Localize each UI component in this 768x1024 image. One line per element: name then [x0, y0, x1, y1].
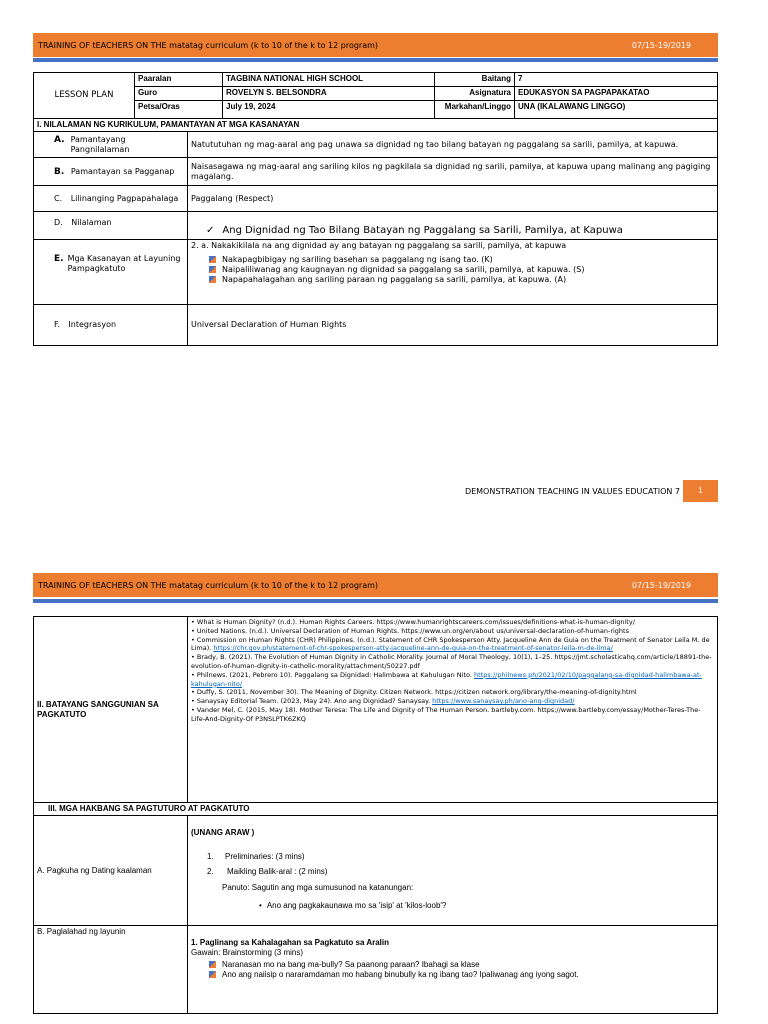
objectives-list: [191, 255, 714, 285]
footer-text: DEMONSTRATION TEACHING IN VALUES EDUCATION 7: [464, 487, 680, 496]
row-d-label-cell: [34, 212, 188, 240]
header-divider: [33, 58, 718, 62]
arrow-bullet-icon: [209, 256, 216, 263]
row-f-letter: F.: [54, 320, 60, 329]
day-heading: (UNANG ARAW ): [191, 828, 255, 837]
paaralan-label: Paaralan: [135, 73, 223, 87]
arrow-bullet-icon: [209, 276, 216, 283]
reference-item: • Philnews. (2021, Pebrero 10). Paggalang sa Dignidad: Halimbawa at Kahulugan Nito. https://philnews.ph/2021/02/10/paggalang-sa-dignidad-halimbawa-at-kahulugan-nito/: [191, 670, 702, 688]
petsa-value: July 19, 2024: [223, 101, 435, 119]
list-item: Naranasan mo na bang ma-bully? Sa paanong paraan? Ibahagi sa klase: [209, 960, 714, 970]
gawain-text: Gawain: Brainstorming (3 mins): [191, 948, 304, 957]
row-d-content: [188, 212, 718, 240]
list-item: 2. Maikling Balik-aral : (2 mins): [207, 867, 328, 876]
row-b-label: Pamantayan sa Pagganap: [70, 166, 175, 176]
reference-item: • What is Human Dignity? (n.d.). Human Rights Careers. https://www.humanrightscareers.com/issues/definitions-what-is-human-dignity/: [191, 618, 635, 626]
reference-item: • Duffy, S. (2011, November 30). The Meaning of Dignity. Citizen Network. https://citizen network.org/library/the-meaning-of-dignity.html: [191, 688, 637, 697]
step-b-label: B. Paglalahad ng layunin: [34, 926, 188, 1014]
row-c-letter: C.: [54, 193, 63, 203]
row-a-label: Pamantayang Pangnilalaman: [70, 134, 130, 154]
page-footer: [33, 480, 718, 502]
row-c-label-cell: [34, 186, 188, 212]
row-a-text: Natututuhan ng mag-aaral ang pag unawa sa dignidad ng tao bilang batayan ng paggalang sa sarili, pamilya, at kapuwa.: [188, 132, 718, 158]
row-e-label-cell: [34, 240, 188, 305]
arrow-bullet-icon: [209, 971, 216, 978]
reference-item: • Brady, B. (2021). The Evolution of Human Dignity in Catholic Morality. Journal of Moral Theology, 10(1), 1–25. https://jmt.scholasticahq.com/article/18891-the-evolution-of-human-dignity-in-catholic-morality/attachment/50227.pdf: [191, 653, 712, 670]
list-item: Naipaliliwanag ang kaugnayan ng dignidad sa paggalang sa sarili, pamilya, at kapuwa. (S): [209, 265, 714, 275]
header-date: 07/15-19/2019: [631, 41, 691, 50]
row-c-text: Paggalang (Respect): [188, 186, 718, 212]
row-e-intro: 2. a. Nakakikilala na ang dignidad ay ang batayan ng paggalang sa sarili, pamilya, at kapuwa: [191, 241, 567, 250]
question-item: • Ano ang pagkakaunawa mo sa 'isip' at 'kilos-loob'?: [259, 901, 447, 910]
section-3-heading: III. MGA HAKBANG SA PAGTUTURO AT PAGKATUTO: [34, 803, 718, 816]
baitang-label: Baitang: [435, 73, 515, 87]
guro-label: Guro: [135, 87, 223, 101]
page-header: [33, 33, 718, 57]
row-d-label: Nilalaman: [71, 218, 112, 227]
reference-item: • Commission on Human Rights (CHR) Philippines. (n.d.). Statement of CHR Spokesperson Atty. Jacqueline Ann de Guia on the Treatment of Senator Leila M. de Lima). https://chr.gov.ph/statement-of-chr-spokesperson-atty-jacqueline-ann-de-guia-on-the-treatment-of-senator-leila-m-de-lima/: [191, 635, 710, 653]
row-f-label-cell: [34, 305, 188, 346]
row-e-content: [188, 240, 718, 305]
row-a-letter: A.: [54, 134, 65, 145]
step-a-label: A. Pagkuha ng Dating kaalaman: [34, 816, 188, 926]
asignatura-value: EDUKASYON SA PAGPAPAKATAO: [515, 87, 718, 101]
row-b-letter: B.: [54, 166, 65, 177]
list-item: 1. Preliminaries: (3 mins): [207, 852, 305, 861]
reference-item: • United Nations. (n.d.). Universal Declaration of Human Rights. https://www.un.org/en/about us/universal-declaration-of-human-rights: [191, 626, 629, 635]
reference-item: • Vander Mel, C. (2015, May 18). Mother Teresa: The Life and Dignity of The Human Person. bartleby.com. https://www.bartleby.com/essay/Mother-Teres-The-Life-And-Dignity-Of P3NSLPTK6ZKQ: [191, 705, 701, 723]
row-d-letter: D.: [54, 218, 63, 227]
page-number: 1: [683, 480, 718, 502]
row-a-label-cell: [34, 132, 188, 158]
brainstorm-list: [191, 960, 714, 980]
list-item: Ano ang naiisip o nararamdaman mo habang binubully ka ng ibang tao? Ipaliwanag ang iyong sagot.: [209, 970, 714, 980]
row-d-text: Ang Dignidad ng Tao Bilang Batayan ng Paggalang sa Sarili, Pamilya, at Kapuwa: [222, 225, 623, 236]
asignatura-label: Asignatura: [435, 87, 515, 101]
steps-list: [191, 852, 714, 877]
lesson-steps-table: [33, 616, 718, 1014]
row-c-label: Lilinanging Pagpapahalaga: [70, 193, 179, 203]
page-2-header: [33, 573, 718, 597]
guro-value: ROVELYN S. BELSONDRA: [223, 87, 435, 101]
row-f-text: Universal Declaration of Human Rights: [188, 305, 718, 346]
panuto-text: Panuto: Sagutin ang mga sumusunod na katanungan:: [222, 883, 414, 892]
references-cell: [188, 617, 718, 803]
header-divider: [33, 599, 718, 603]
paaralan-value: TAGBINA NATIONAL HIGH SCHOOL: [223, 73, 435, 87]
list-item: Nakapagbibigay ng sariling basehan sa paggalang ng isang tao. (K): [209, 255, 714, 265]
row-b-text: Naisasagawa ng mag-aaral ang sariling kilos ng pagkilala sa dignidad ng sarili, pamilya, at kapuwa upang malinang ang pagiging magalang.: [188, 158, 718, 186]
reference-link[interactable]: https://philnews.ph/2021/02/10/paggalang-sa-dignidad-halimbawa-at-kahulugan-nito/: [191, 670, 702, 688]
arrow-bullet-icon: [209, 266, 216, 273]
lesson-plan-table: [33, 72, 718, 346]
row-e-label: Mga Kasanayan at Layuning Pampagkatuto: [67, 254, 181, 273]
petsa-label: Petsa/Oras: [135, 101, 223, 119]
section-2-heading: II. BATAYANG SANGGUNIAN SA PAGKATUTO: [34, 617, 188, 803]
lesson-plan-label: LESSON PLAN: [34, 73, 135, 119]
arrow-bullet-icon: [209, 961, 216, 968]
check-icon: ✓: [206, 225, 215, 236]
header-title: TRAINING OF tEACHERS ON THE matatag curriculum (k to 10 of the k to 12 program): [38, 581, 379, 590]
header-date: 07/15-19/2019: [631, 581, 691, 590]
section-1-heading: I. NILALAMAN NG KURIKULUM, PAMANTAYAN AT MGA KASANAYAN: [34, 119, 718, 132]
baitang-value: 7: [515, 73, 718, 87]
row-e-letter: E.: [54, 254, 64, 264]
step-a-content: [188, 816, 718, 926]
markahan-label: Markahan/Linggo: [435, 101, 515, 119]
list-item: Napapahalagahan ang sariling paraan ng paggalang sa sarili, pamilya, at kapuwa. (A): [209, 275, 714, 285]
header-title: TRAINING OF tEACHERS ON THE matatag curriculum (k to 10 of the k to 12 program): [38, 41, 379, 50]
step-b-heading: 1. Paglinang sa Kahalagahan sa Pagkatuto sa Aralin: [191, 938, 389, 947]
step-b-content: [188, 926, 718, 1014]
reference-link[interactable]: https://chr.gov.ph/statement-of-chr-spokesperson-atty-jacqueline-ann-de-guia-on-the-treatment-of-senator-leila-m-de-lima/: [213, 644, 613, 653]
row-b-label-cell: [34, 158, 188, 186]
reference-item: • Sanaysay Editorial Team. (2023, May 24). Ano ang Dignidad? Sanaysay. https://www.sanaysay.ph/ano-ang-dignidad/: [191, 697, 575, 706]
reference-link[interactable]: https://www.sanaysay.ph/ano-ang-dignidad/: [432, 697, 575, 706]
row-f-label: Integrasyon: [68, 320, 117, 329]
markahan-value: UNA (IKALAWANG LINGGO): [515, 101, 718, 119]
